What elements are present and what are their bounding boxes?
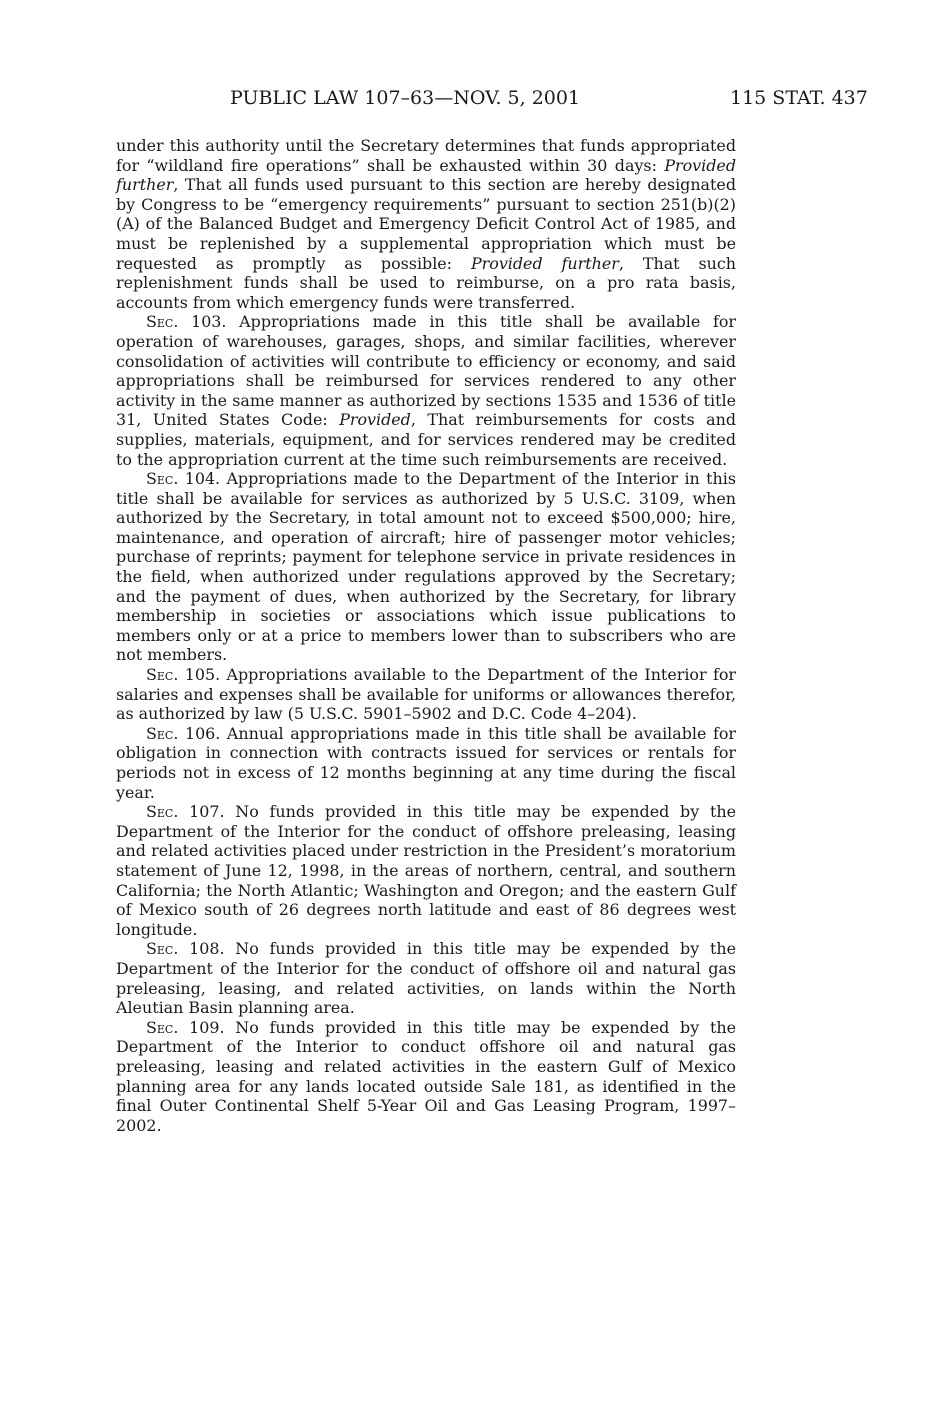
section-label: Sec.: [146, 939, 179, 959]
text-run: 108. No funds provided in this title may be expended by the Department of the Interior for the conduct of offshore oil and natural gas preleasing, leasing, and related activities, on lands within the North Aleutian Basin planning area.: [116, 939, 736, 1018]
section-103: [116, 312, 736, 469]
text-run: 106. Annual appropriations made in this title shall be available for obligation in connection with contracts issued for services or rentals for periods not in excess of 12 months beginning at any time during the fiscal year.: [116, 723, 736, 802]
italic-text: Provided: [339, 410, 411, 430]
text-run: 103. Appropriations made in this title shall be available for operation of warehouses, garages, shops, and similar facilities, wherever consolidation of activities will contribute to efficiency or economy, and said appropriations shall be reimbursed for services rendered to any other activity in the same manner as authorized by sections 1535 and 1536 of title 31, United States Code:: [116, 312, 736, 430]
italic-text: Provided further: [116, 155, 736, 195]
section-label: Sec.: [146, 469, 179, 489]
header-title: PUBLIC LAW 107–63—NOV. 5, 2001: [230, 87, 581, 109]
italic-text: Provided further: [470, 253, 619, 273]
body-text: [116, 136, 736, 1135]
section-104: [116, 469, 736, 665]
section-107: [116, 802, 736, 939]
text-run: , That reimbursements for costs and supplies, materials, equipment, and for services rendered may be credited to the appropriation current at the time such reimbursements are received.: [116, 410, 737, 469]
section-105: [116, 665, 736, 724]
section-label: Sec.: [146, 723, 179, 743]
section-109: [116, 1018, 736, 1136]
section-label: Sec.: [146, 312, 179, 332]
section-label: Sec.: [146, 802, 179, 822]
text-run: 105. Appropriations available to the Department of the Interior for salaries and expenses shall be available for uniforms or allowances therefor, as authorized by law (5 U.S.C. 5901–5902 and D.C. Code 4–204).: [116, 665, 736, 724]
section-106: [116, 724, 736, 802]
section-label: Sec.: [146, 1017, 179, 1037]
paragraph-continued: [116, 136, 736, 312]
text-run: 109. No funds provided in this title may be expended by the Department of the Interior to conduct offshore oil and natural gas preleasing, leasing and related activities in the eastern Gulf of Mexico planning area for any lands located outside Sale 181, as identified in the final Outer Continental Shelf 5-Year Oil and Gas Leasing Program, 1997–2002.: [116, 1017, 736, 1135]
text-run: under this authority until the Secretary determines that funds appropriated for “wildland fire operations” shall be exhausted within 30 days:: [116, 136, 736, 175]
text-run: , That all funds used pursuant to this section are hereby designated by Congress to be “emergency requirements” pursuant to section 251(b)(2)(A) of the Balanced Budget and Emergency Deficit Control Act of 1985, and must be replenished by a supplemental appropriation which must be requested as promptly as possible:: [116, 175, 736, 273]
page-stat-number: 115 STAT. 437: [730, 87, 868, 109]
text-run: 107. No funds provided in this title may be expended by the Department of the Interior for the conduct of offshore preleasing, leasing and related activities placed under restriction in the President’s moratorium statement of June 12, 1998, in the areas of northern, central, and southern California; the North Atlantic; Washington and Oregon; and the eastern Gulf of Mexico south of 26 degrees north latitude and east of 86 degrees west longitude.: [116, 802, 736, 939]
text-run: , That such replenishment funds shall be used to reimburse, on a pro rata basis, accounts from which emergency funds were transferred.: [116, 253, 737, 312]
section-108: [116, 939, 736, 1017]
section-label: Sec.: [146, 665, 179, 685]
text-run: 104. Appropriations made to the Department of the Interior in this title shall be available for services as authorized by 5 U.S.C. 3109, when authorized by the Secretary, in total amount not to exceed $500,000; hire, maintenance, and operation of aircraft; hire of passenger motor vehicles; purchase of reprints; payment for telephone service in private residences in the field, when authorized under regulations approved by the Secretary; and the payment of dues, when authorized by the Secretary, for library membership in societies or associations which issue publications to members only or at a price to members lower than to subscribers who are not members.: [116, 469, 736, 665]
